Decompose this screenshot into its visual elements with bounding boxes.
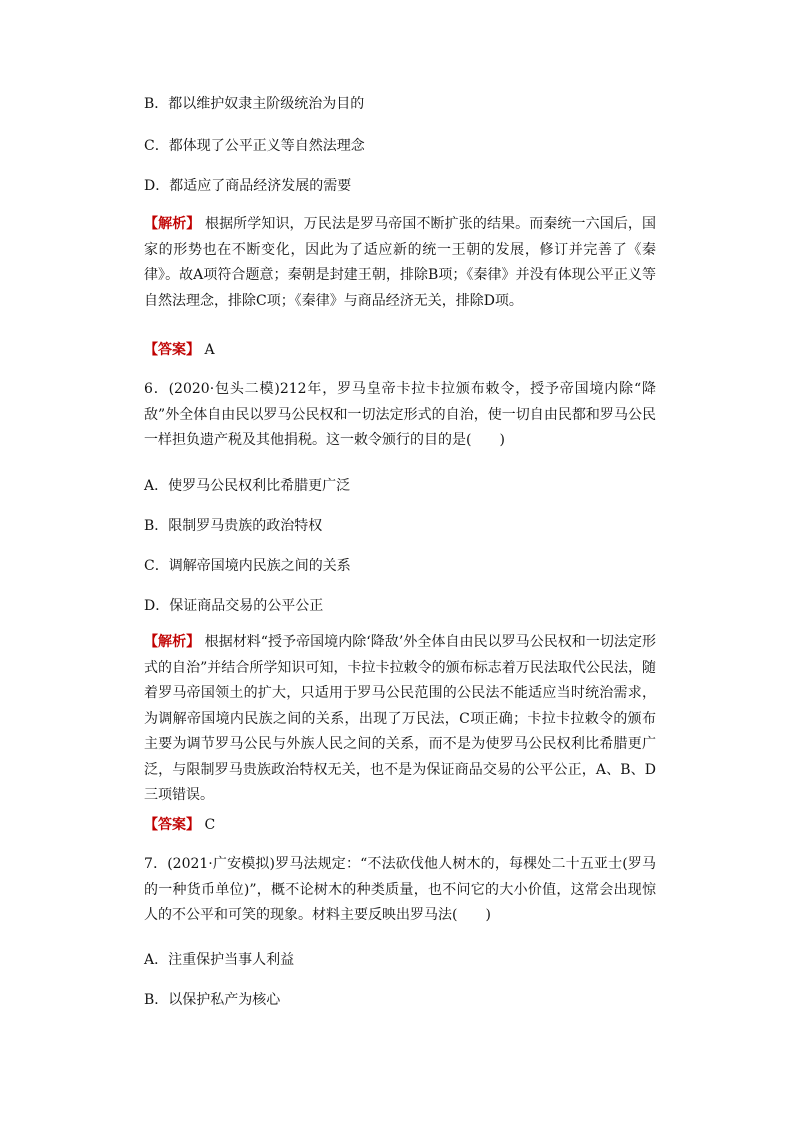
- analysis-text: 根据材料“授予帝国境内除‘降敌’外全体自由民以罗马公民权和一切法定形式的自治”并结合所学知识可知，卡拉卡拉敕令的颁布标志着万民法取代公民法，随着罗马帝国领土的扩大，只适用于罗马公民范围的公民法不能适应当时统治需求，为调解帝国境内民族之间的关系，出现了万民法，C项正确；卡拉卡拉敕令的颁布主要为调节罗马公民与外族人民之间的关系，而不是为使罗马公民权利比希腊更广泛，与限制罗马贵族政治特权无关，也不是为保证商品交易的公平公正，A、B、D三项错误。: [144, 634, 657, 803]
- analysis-text: 根据所学知识，万民法是罗马帝国不断扩张的结果。而秦统一六国后，国家的形势也在不断变化，因此为了适应新的统一王朝的发展，修订并完善了《秦律》。故A项符合题意；秦朝是封建王朝，排除B项；《秦律》并没有体现公平正义等自然法理念，排除C项；《秦律》与商品经济无关，排除D项。: [144, 216, 657, 309]
- q5-option-c: C．都体现了公平正义等自然法理念: [144, 138, 365, 154]
- q5-analysis: [144, 212, 656, 314]
- q5-answer: [144, 340, 215, 360]
- analysis-tag: 【解析】: [144, 216, 201, 232]
- q7-option-a: A．注重保护当事人利益: [144, 952, 295, 968]
- answer-value: C: [204, 817, 216, 833]
- q6-stem: 6．(2020·包头二模)212年，罗马皇帝卡拉卡拉颁布敕令，授予帝国境内除“降敌”外全体自由民以罗马公民权和一切法定形式的自治，使一切自由民都和罗马公民一样担负遗产税及其他捐税。这一敕令颁行的目的是( ): [144, 381, 656, 448]
- q6-option-c: C．调解帝国境内民族之间的关系: [144, 558, 351, 574]
- answer-value: A: [204, 342, 215, 358]
- answer-tag: 【答案】: [144, 817, 200, 833]
- q6-option-b: B．限制罗马贵族的政治特权: [144, 518, 323, 534]
- q6-option-a: A．使罗马公民权利比希腊更广泛: [144, 478, 351, 494]
- q7-option-b: B．以保护私产为核心: [144, 992, 281, 1008]
- answer-tag: 【答案】: [144, 342, 200, 358]
- q5-option-d: D．都适应了商品经济发展的需要: [144, 178, 352, 194]
- q6-answer: [144, 815, 215, 835]
- q6-option-d: D．保证商品交易的公平公正: [144, 598, 324, 614]
- analysis-tag: 【解析】: [144, 634, 201, 650]
- q5-option-b: B．都以维护奴隶主阶级统治为目的: [144, 96, 365, 112]
- q7-stem: 7．(2021·广安模拟)罗马法规定：“不法砍伐他人树木的，每棵处二十五亚士(罗马的一种货币单位)”，概不论树木的种类质量，也不问它的大小价值，这常会出现惊人的不公平和可笑的现象。材料主要反映出罗马法( ): [144, 856, 656, 923]
- q6-analysis: [144, 630, 656, 809]
